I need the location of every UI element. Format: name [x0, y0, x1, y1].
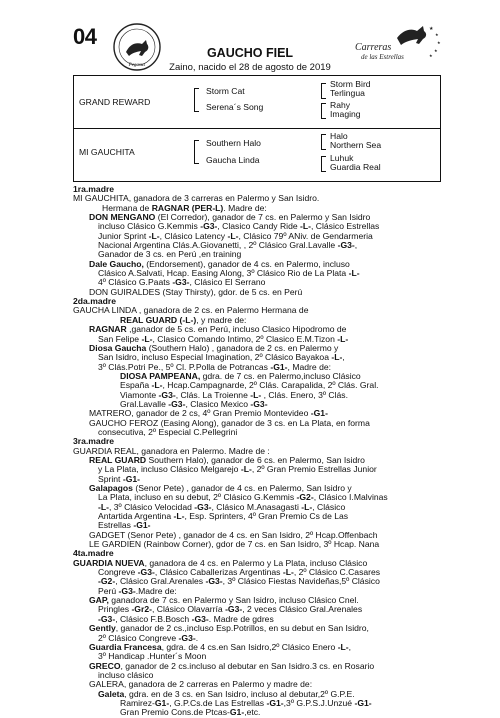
text-run: , Clásico Latency: [159, 231, 228, 241]
text-run: REAL GUARD (-L-): [120, 315, 197, 325]
text-run: . Madre de gdres: [208, 614, 274, 624]
text-line: [73, 269, 443, 278]
text-line: [73, 587, 443, 596]
text-line: [73, 475, 443, 484]
text-run: -L-: [301, 502, 313, 512]
text-line: [73, 222, 443, 231]
text-run: -L-: [141, 334, 153, 344]
text-run: Clásico A.Salvati, Hcap. Easing Along, 3º Clásico Rio de La Plata: [98, 269, 349, 279]
svg-text:Pegasus: Pegasus: [128, 63, 146, 68]
text-line: [73, 278, 443, 287]
text-run: Antartida Argentina: [98, 512, 174, 522]
text-run: 3º Clás.Potri Pe., 5º Cl. P.Polla de Potrancas: [98, 362, 271, 372]
text-run: DON MENGANO: [89, 213, 156, 223]
text-run: -G3-: [158, 390, 176, 400]
text-run: , 3º Clásico Velocidad: [108, 502, 195, 512]
text-run: , G.P.Cs.de Las Estrellas: [169, 698, 267, 708]
text-line: [73, 381, 443, 390]
pedigree-dss2: Northern Sea: [330, 140, 382, 150]
text-run: , ganador de 2 cs.,incluso Esp.Potrillos, en su debut en San Isidro,: [115, 624, 369, 634]
text-run: ,: [348, 642, 352, 652]
text-run: , Clásico I.Malvinas: [313, 493, 388, 503]
text-run: 3º Handicap .Hunter´s Moon: [98, 652, 207, 662]
pedigree-dam-dam: Gaucha Linda: [206, 155, 260, 165]
pedigree-sire: GRAND REWARD: [79, 97, 151, 107]
text-run: RAGNAR (PER-L): [151, 203, 224, 213]
text-run: , y madre de:: [196, 315, 247, 325]
text-run: -G3-: [191, 614, 209, 624]
text-run: -G1-: [354, 698, 372, 708]
text-run: -G3-: [200, 222, 218, 232]
text-run: , Esp. Sprinters, 4º Gran Premio Cs de Las: [184, 512, 349, 522]
text-run: , Clásico Gral.Arenales: [115, 577, 206, 587]
text-run: -L-: [227, 231, 239, 241]
catalog-text: [73, 185, 443, 718]
text-line: [73, 400, 443, 409]
svg-text:Carreras: Carreras: [355, 42, 392, 53]
text-run: , Clásico El Serrano: [189, 278, 266, 288]
text-line: [73, 250, 443, 259]
text-run: Diosa Gaucha: [89, 343, 147, 353]
text-run: Gran Premio Cons.de Ptcas-: [120, 708, 230, 718]
text-line: [73, 671, 443, 680]
svg-text:★: ★: [429, 26, 434, 32]
text-run: GUARDIA REAL, ganadora en Palermo. Madre de :: [73, 446, 270, 456]
text-line: [73, 409, 443, 418]
text-line: [73, 568, 443, 577]
pedigree-sire-sire: Storm Cat: [206, 86, 245, 96]
text-run: , gdra. de 4 cs.en San Isidro,2º Clásico Enero: [161, 642, 338, 652]
text-run: , Clásico F.B.Bosch: [115, 614, 192, 624]
bracket: [194, 140, 199, 164]
text-line: [73, 708, 443, 717]
text-run: Southern Halo), ganador de 6 cs. en Palermo, San Isidro: [146, 455, 365, 465]
text-run: , 2 veces Clásico Gral.Arenales: [242, 605, 363, 615]
text-line: [73, 531, 443, 540]
text-run: -L-: [337, 334, 349, 344]
section-heading: [73, 297, 443, 306]
text-line: [73, 624, 443, 633]
text-run: ,3º G.P.S.J.Unzué: [283, 698, 355, 708]
text-run: -G1-: [270, 362, 288, 372]
text-run: 1ra.madre: [73, 185, 115, 194]
pedigree-sss2: Terlingua: [330, 88, 365, 98]
text-run: Guardia Francesa: [89, 642, 162, 652]
bracket: [194, 88, 199, 112]
text-run: ,: [354, 241, 358, 251]
text-line: [73, 241, 443, 250]
text-line: [73, 540, 443, 549]
text-run: REAL GUARD: [89, 455, 147, 465]
text-run: (Senor Pete) , ganador de 4 cs. en Palermo, San Isidro y: [132, 484, 352, 493]
bracket: [321, 103, 326, 119]
text-run: -G3-: [172, 278, 190, 288]
text-run: -L-: [282, 568, 294, 578]
text-line: [73, 512, 443, 521]
text-run: -G3-: [205, 577, 223, 587]
pedigree-dsd1: Luhuk: [330, 153, 354, 163]
text-run: .Madre de:: [135, 586, 177, 596]
text-line: [73, 465, 443, 474]
text-run: RAGNAR: [89, 325, 127, 335]
text-run: -G1-: [133, 521, 151, 531]
text-run: MI GAUCHITA, ganadora de 3 carreras en Palermo y San Isidro.: [73, 194, 320, 204]
text-run: , gdra. en de 3 cs. en San Isidro, incluso al debutar,2º G.P.E.: [124, 689, 355, 699]
text-run: 4º Clásico G.Paats: [98, 278, 173, 288]
text-run: ,: [342, 353, 345, 363]
lot-number: 04: [73, 24, 97, 49]
text-run: , 2º Gran Premio Estrellas Junior: [251, 465, 377, 475]
text-line: [73, 596, 443, 605]
text-line: [73, 652, 443, 661]
text-run: -L-: [331, 353, 343, 363]
svg-text:★: ★: [437, 40, 441, 45]
text-line: [73, 260, 443, 269]
text-run: 4ta.madre: [73, 549, 114, 559]
svg-text:★: ★: [434, 48, 438, 53]
text-run: Congreve: [98, 568, 138, 578]
text-run: -G2-: [98, 577, 116, 587]
text-run: , 3º Clásico Fiestas Navideñas,5º Clásico: [222, 577, 380, 587]
text-run: DIOSA PAMPEANA,: [120, 371, 201, 381]
text-line: [73, 484, 443, 493]
horse-name-title: GAUCHO FIEL: [206, 46, 294, 60]
pedigree-divider: [74, 128, 440, 129]
svg-text:★: ★: [435, 32, 439, 37]
text-line: [73, 447, 443, 456]
text-run: , Clasico Candy Ride: [217, 222, 301, 232]
text-run: , Clás. La Troienne: [175, 390, 251, 400]
text-line: [73, 428, 443, 437]
text-run: GADGET (Senor Pete) , ganador de 4 cs. en San Isidro, 2º Hcap.Offenbach: [89, 530, 378, 540]
text-line: [73, 690, 443, 699]
text-run: 2º Clásico Congreve: [98, 633, 179, 643]
text-run: , Clásico Estrellas: [311, 222, 380, 232]
text-line: [73, 316, 443, 325]
text-run: G1-: [154, 698, 170, 708]
text-run: G1-: [229, 708, 245, 718]
text-run: San Isidro, incluso Especial Imagination, 2º Clásico Bayakoa: [98, 353, 332, 363]
text-run: 3ra.madre: [73, 437, 115, 447]
text-line: [73, 372, 443, 381]
text-run: (Southern Halo) , ganadora de 2 cs. en Palermo y: [146, 343, 339, 353]
text-run: , Clásico Olavarría: [151, 605, 226, 615]
text-run: . Madre de:: [223, 203, 267, 213]
text-line: [73, 577, 443, 586]
pedigree-dsd2: Guardia Real: [330, 162, 381, 172]
text-run: , Clásico M.Anasagasti: [211, 502, 302, 512]
text-line: [73, 605, 443, 614]
text-run: .: [195, 633, 199, 643]
text-line: [73, 456, 443, 465]
text-run: -G3-: [194, 502, 212, 512]
text-line: [73, 559, 443, 568]
text-line: [73, 325, 443, 334]
text-run: GALERA, ganadora de 2 carreras en Palermo y madre de:: [89, 680, 313, 690]
pedigree-table: [73, 75, 441, 182]
pedigree-sss1: Storm Bird: [330, 79, 371, 89]
text-run: ,etc.: [244, 708, 261, 718]
text-run: (Endorsement), ganador de 4 cs. en Palermo, incluso: [143, 259, 350, 269]
text-line: [73, 213, 443, 222]
text-line: [73, 634, 443, 643]
text-run: -L-: [173, 512, 185, 522]
bracket: [321, 134, 326, 150]
text-run: , ganador de 2 cs.incluso al debutar en San Isidro.3 cs. en Rosario: [120, 661, 375, 671]
text-run: -G1-: [122, 474, 141, 484]
text-run: , Madre de:: [287, 362, 332, 372]
text-run: , 2º Clásico C.Casares: [293, 568, 381, 578]
text-run: (El Corredor), ganador de 7 cs. en Palermo y San Isidro: [155, 213, 371, 223]
text-run: y La Plata, incluso Clásico Melgarejo: [98, 465, 241, 475]
text-run: -L-: [348, 269, 360, 279]
text-line: [73, 391, 443, 400]
text-run: Pringles: [98, 605, 132, 615]
text-run: -G1-: [310, 409, 328, 419]
text-run: , Clásico Caballerizas Argentinas: [154, 568, 283, 578]
text-line: [73, 306, 443, 315]
text-run: -G3-: [168, 399, 186, 409]
text-run: Hermana de: [102, 203, 152, 213]
text-run: -G3-: [137, 568, 155, 578]
text-run: GRECO: [89, 661, 121, 671]
text-run: GAUCHA LINDA , ganadora de 2 cs. en Palermo Hermana de: [73, 306, 309, 316]
pedigree-dss1: Halo: [330, 131, 348, 141]
pedigree-ssd2: Imaging: [330, 109, 361, 119]
text-run: ,ganador de 5 cs. en Perú, incluso Clasico Hipodromo de: [126, 325, 347, 335]
text-run: Galeta: [98, 689, 125, 699]
text-line: [73, 363, 443, 372]
text-run: Nacional Argentina Clás.A.Giovanetti, , 2º Clásico Gral.Lavalle: [98, 241, 338, 251]
text-run: Viamonte: [120, 390, 159, 400]
text-line: [73, 662, 443, 671]
text-run: -G3-: [178, 633, 196, 643]
text-run: , Hcap.Campagnarde, 2º Clás. Carapalida, 2º Clás. Gral.: [162, 381, 379, 391]
text-run: GUARDIA NUEVA: [73, 558, 145, 568]
text-run: , Clás. Enero, 3º Clás.: [261, 390, 348, 400]
text-run: -L-: [151, 381, 163, 391]
section-heading: [73, 185, 443, 194]
bracket: [321, 83, 326, 99]
text-run: -G2-: [296, 493, 314, 503]
text-run: -G3-: [118, 586, 136, 596]
text-line: [73, 643, 443, 652]
text-line: [73, 493, 443, 502]
text-run: 2da.madre: [73, 297, 116, 307]
text-run: Galapagos: [89, 484, 133, 493]
text-run: Sprint: [98, 474, 123, 484]
text-run: incluso clásico: [98, 670, 154, 680]
text-line: [73, 204, 443, 213]
text-run: -L-: [98, 502, 109, 512]
section-heading: [73, 437, 443, 446]
text-line: [73, 335, 443, 344]
text-run: Dale Gaucho,: [89, 259, 144, 269]
svg-text:de las Estrellas: de las Estrellas: [361, 53, 404, 61]
text-run: Gently: [89, 624, 116, 634]
text-run: -G1-: [266, 698, 284, 708]
pedigree-dam-sire: Southern Halo: [206, 138, 261, 148]
text-line: [73, 194, 443, 203]
text-run: -G3-: [225, 605, 243, 615]
text-run: -G3-: [337, 241, 355, 251]
bracket: [321, 156, 326, 172]
text-run: , Clásico 79º ANiv. de Gendarmeria: [238, 231, 373, 241]
text-run: -Gr2-: [131, 605, 152, 615]
svg-text:★: ★: [429, 53, 433, 58]
pedigree-ssd1: Rahy: [330, 100, 351, 110]
text-line: [73, 353, 443, 362]
text-run: ganadora de 7 cs. en Palermo y San Isidro, incluso Clásico Cnel.: [108, 596, 359, 606]
text-line: [73, 615, 443, 624]
text-run: La Plata, incluso en su debut, 2º Clásico G.Kemmis: [98, 493, 297, 503]
text-run: , Clasico Comando Intimo, 2º Clasico E.M.Tizon: [152, 334, 338, 344]
text-run: -L-: [337, 642, 349, 652]
text-line: [73, 232, 443, 241]
text-run: MATRERO, ganador de 2 cs, 4º Gran Premio Montevideo: [89, 409, 311, 419]
text-run: San Felipe: [98, 334, 142, 344]
text-run: Ganador de 3 cs. en Perú ,en training: [98, 250, 242, 260]
section-heading: [73, 549, 443, 558]
pedigree-sire-dam: Serena´s Song: [206, 102, 264, 112]
text-line: [73, 680, 443, 689]
text-run: Ramirez-: [120, 698, 155, 708]
text-run: Junior Sprint: [98, 231, 149, 241]
text-run: , Clasico Mexico: [185, 399, 251, 409]
pedigree-dam: MI GAUCHITA: [79, 147, 135, 157]
text-line: [73, 344, 443, 353]
text-run: , Clásico: [312, 502, 346, 512]
text-run: -G3-: [250, 399, 268, 409]
text-run: GAP,: [89, 596, 109, 606]
text-run: -L-: [300, 222, 312, 232]
text-run: -L-: [148, 231, 160, 241]
text-run: LE GARDIEN (Rainbow Corner), gdor de 7 cs. en San Isidro, 3º Hcap. Nana: [89, 540, 380, 550]
text-run: GAUCHO FEROZ (Easing Along), ganador de 3 cs. en La Plata, en forma: [89, 418, 370, 428]
text-run: , ganadora de 4 cs. en Palermo y La Plata, incluso Clásico: [144, 558, 368, 568]
text-run: Perú: [98, 586, 119, 596]
text-run: España: [120, 381, 152, 391]
birth-info: Zaino, nacido el 28 de agosto de 2019: [169, 62, 331, 73]
text-line: [73, 503, 443, 512]
text-line: [73, 521, 443, 530]
text-run: consecutiva, 2º Especial C.Pellegrini: [98, 427, 238, 437]
text-run: -L-: [250, 390, 262, 400]
text-line: [73, 419, 443, 428]
text-run: Gral.Lavalle: [120, 399, 169, 409]
text-run: incluso Clásico G.Kemmis: [98, 222, 201, 232]
text-run: gdra. de 7 cs. en Palermo,incluso Clásico: [200, 371, 361, 381]
text-run: -G3-: [98, 614, 116, 624]
text-line: [73, 288, 443, 297]
text-run: DON GUIRALDES (Stay Thirsty), gdor. de 5 cs. en Perú: [89, 287, 303, 297]
text-run: -L-: [240, 465, 252, 475]
text-run: Estrellas: [98, 521, 134, 531]
